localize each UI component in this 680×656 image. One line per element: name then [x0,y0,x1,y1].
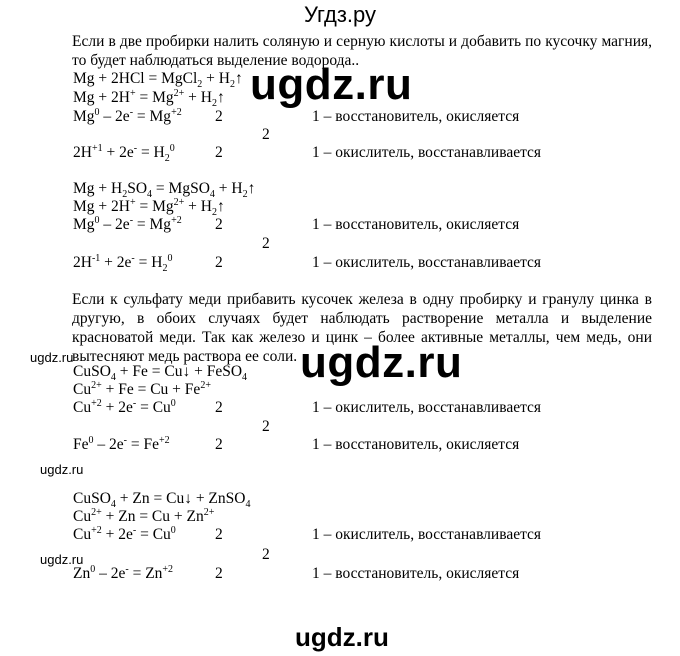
half-reaction-role: 1 – восстановитель, окисляется [312,436,520,453]
electron-count: 2 [215,399,223,416]
half-reaction-role: 1 – восстановитель, окисляется [312,565,520,582]
half-reaction-role: 1 – окислитель, восстанавливается [312,144,542,161]
half-reaction: $Fe^0 - 2e^- = Fe^{+2}$ [73,434,170,453]
half-reaction-role: 1 – восстановитель, окисляется [312,108,520,125]
lcm-value: 2 [262,235,270,252]
watermark: ugdz.ru [295,622,389,652]
half-reaction: $Zn^0 - 2e^- = Zn^{+2}$ [73,563,174,582]
equation-line: $Mg + 2H^+ = Mg^{2+}$ + $H_2↑$ [73,196,225,219]
electron-count: 2 [215,144,223,161]
equation-line: $Cu^{2+} + Fe = Cu + Fe^{2+}$ [73,379,211,398]
electron-count: 2 [215,436,223,453]
equation-line: CuSO$_4$ + Zn = Cu↓ + ZnSO$_4$ [73,490,251,511]
equation-line: Mg + 2HCl = MgCl$_2$ + $H_2↑$ [73,70,243,91]
watermark: ugdz.ru [300,338,463,387]
lcm-value: 2 [262,546,270,563]
lcm-value: 2 [262,126,270,143]
half-reaction-role: 1 – окислитель, восстанавливается [312,254,542,271]
electron-count: 2 [215,216,223,233]
electron-count: 2 [215,526,223,543]
half-reaction: $Mg^0 - 2e^- = Mg^{+2}$ [73,214,182,233]
lcm-value: 2 [262,418,270,435]
watermark: ugdz.ru [250,60,413,109]
equation-line: $Cu^{2+} + Zn = Cu + Zn^{2+}$ [73,506,215,525]
half-reaction: $2H^{+1} + 2e^- = H_2^0$ [73,142,175,165]
watermark: ugdz.ru [40,462,84,477]
equation-line: $Mg + H_2SO_4$ = MgSO$_4$ + $H_2↑$ [73,180,256,201]
site-title: Угдз.ру [303,2,377,27]
equation-line: $Mg + 2H^+ = Mg^{2+}$ + $H_2↑$ [73,87,225,110]
electron-count: 2 [215,565,223,582]
equation-line: CuSO$_4$ + Fe = Cu↓ + FeSO$_4$ [73,363,248,384]
electron-count: 2 [215,254,223,271]
half-reaction-role: 1 – окислитель, восстанавливается [312,399,542,416]
intro-paragraph-copper: Если к сульфату меди прибавить кусочек железа в одну пробирку и гранулу цинка в другую, в обоих случаях будет наблюдать растворение металла и выделение красноватой меди. Так как железо и цинк – более активные металлы, чем медь, они вытесняют медь раствора ее соли. [72,291,652,365]
intro-paragraph-magnesium: Если в две пробирки налить соляную и серную кислоты и добавить по кусочку магния, то будет наблюдаться выделение водорода.. [72,33,652,69]
half-reaction-role: 1 – восстановитель, окисляется [312,216,520,233]
half-reaction: $Cu^{+2} + 2e^- = Cu^0$ [73,397,176,416]
half-reaction-role: 1 – окислитель, восстанавливается [312,526,542,543]
electron-count: 2 [215,108,223,125]
watermark: ugdz.ru [30,350,74,365]
watermark: ugdz.ru [40,552,84,567]
half-reaction: $2H^{-1} + 2e^- = H_2^0$ [73,252,173,275]
half-reaction: $Cu^{+2} + 2e^- = Cu^0$ [73,524,176,543]
half-reaction: $Mg^0 - 2e^- = Mg^{+2}$ [73,106,182,125]
